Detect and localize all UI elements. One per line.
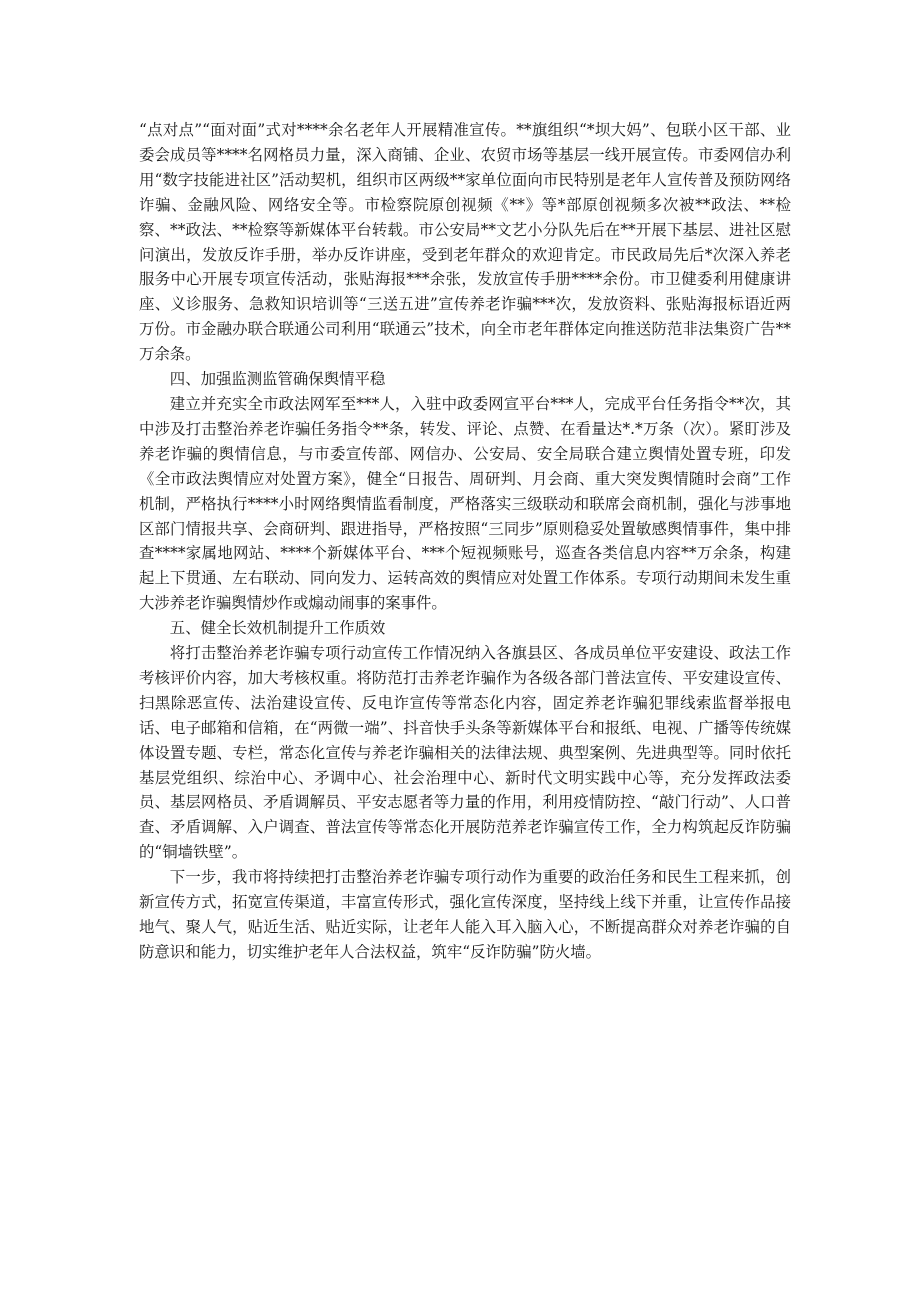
section-heading-4: 四、加强监测监管确保舆情平稳 [169, 370, 386, 389]
paragraph-monitoring: 建立并充实全市政法网军至***人，入驻中政委网宣平台***人，完成平台任务指令**次，其中涉及打击整治养老诈骗任务指令**条，转发、评论、点赞、在看量达*.*万条（次）。紧盯涉及养老诈骗的舆情信息，与市委宣传部、网信办、公安局、安全局联合建立舆情处置专班，印发《全市政法舆情应对处置方案》，健全“日报告、周研判、月会商、重大突发舆情随时会商”工作机制，严格执行****小时网络舆情监看制度，严格落实三级联动和联席会商机制，强化与涉事地区部门情报共享、会商研判、跟进指导，严格按照“三同步”原则稳妥处置敏感舆情事件，集中排查****家属地网站、****个新媒体平台、***个短视频账号，巡查各类信息内容**万余条，构建起上下贯通、左右联动、同向发力、运转高效的舆情应对处置工作体系。专项行动期间未发生重大涉养老诈骗舆情炒作或煽动闹事的案事件。 [139, 394, 791, 613]
section-heading-5: 五、健全长效机制提升工作质效 [169, 619, 386, 638]
paragraph-continuation: “点对点”“面对面”式对****余名老年人开展精准宣传。**旗组织“*坝大妈”、包联小区干部、业委会成员等****名网格员力量，深入商铺、企业、农贸市场等基层一线开展宣传。市委网信办利用“数字技能进社区”活动契机，组织市区两级**家单位面向市民特别是老年人宣传普及预防网络诈骗、金融风险、网络安全等。市检察院原创视频《**》等*部原创视频多次被**政法、**检察、**政法、**检察等新媒体平台转载。市公安局**文艺小分队先后在**开展下基层、进社区慰问演出，发放反诈手册，举办反诈讲座，受到老年群众的欢迎肯定。市民政局先后*次深入养老服务中心开展专项宣传活动，张贴海报***余张，发放宣传手册****余份。市卫健委利用健康讲座、义诊服务、急救知识培训等“三送五进”宣传养老诈骗***次，发放资料、张贴海报标语近两万份。市金融办联合联通公司利用“联通云”技术，向全市老年群体定向推送防范非法集资广告**万余条。 [139, 121, 791, 364]
paragraph-next-steps: 下一步，我市将持续把打击整治养老诈骗专项行动作为重要的政治任务和民生工程来抓，创新宣传方式，拓宽宣传渠道，丰富宣传形式，强化宣传深度，坚持线上线下并重，让宣传作品接地气、聚人气，贴近生活、贴近实际，让老年人能入耳入脑入心，不断提高群众对养老诈骗的自防意识和能力，切实维护老年人合法权益，筑牢“反诈防骗”防火墙。 [139, 868, 791, 961]
paragraph-mechanism: 将打击整治养老诈骗专项行动宣传工作情况纳入各旗县区、各成员单位平安建设、政法工作考核评价内容，加大考核权重。将防范打击养老诈骗作为各级各部门普法宣传、平安建设宣传、扫黑除恶宣传、法治建设宣传、反电诈宣传等常态化内容，固定养老诈骗犯罪线索监督举报电话、电子邮箱和信箱，在“两微一端”、抖音快手头条等新媒体平台和报纸、电视、广播等传统媒体设置专题、专栏，常态化宣传与养老诈骗相关的法律法规、典型案例、先进典型等。同时依托基层党组织、综治中心、矛调中心、社会治理中心、新时代文明实践中心等，充分发挥政法委员、基层网格员、矛盾调解员、平安志愿者等力量的作用，利用疫情防控、“敲门行动”、人口普查、矛盾调解、入户调查、普法宣传等常态化开展防范养老诈骗宣传工作，全力构筑起反诈防骗的“铜墙铁壁”。 [139, 644, 791, 862]
document-page [139, 118, 791, 965]
